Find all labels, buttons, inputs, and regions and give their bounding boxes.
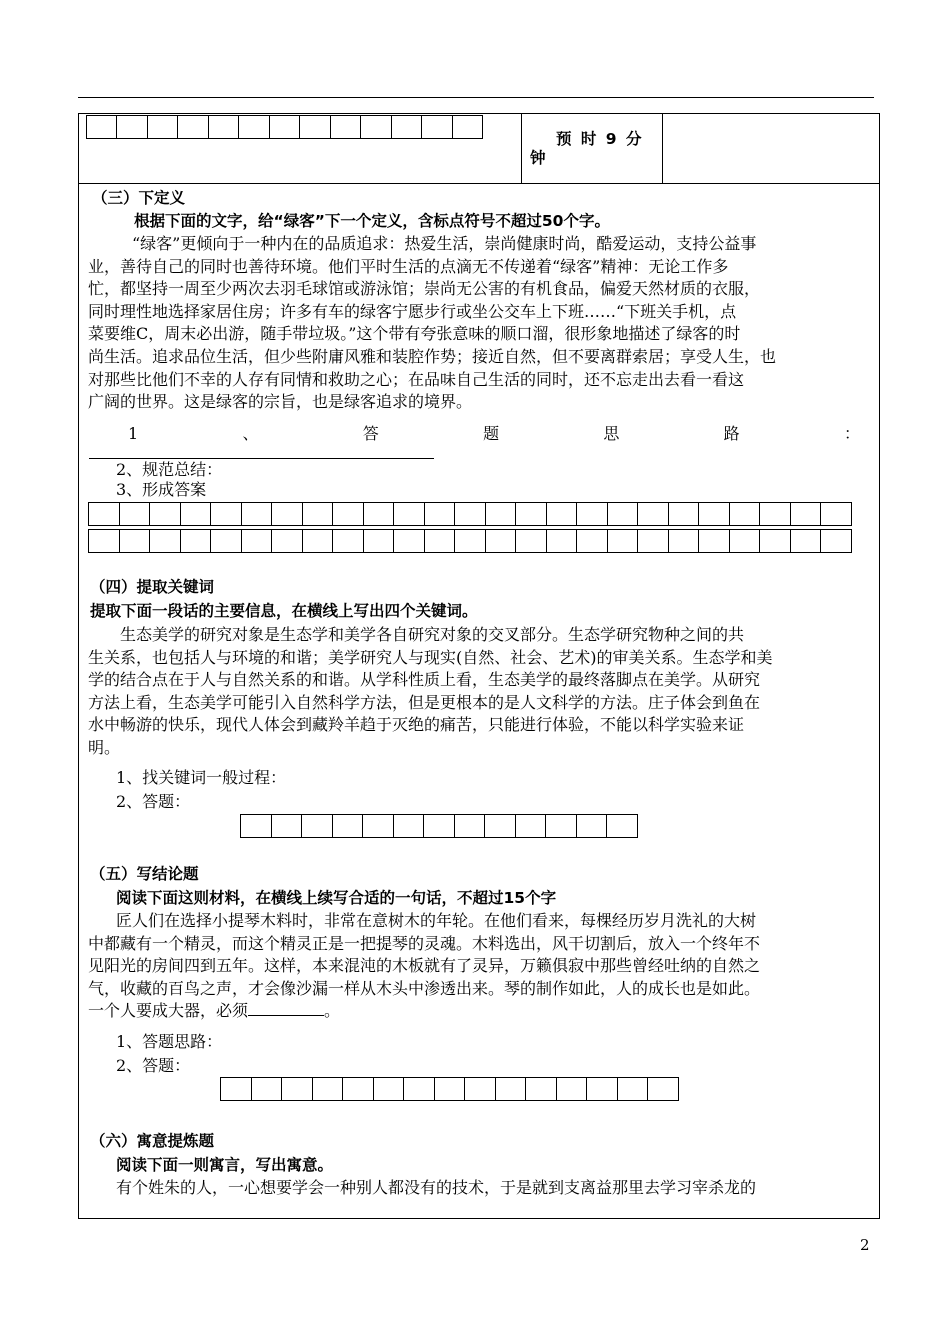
answer-cell[interactable] <box>486 529 516 553</box>
passage-line: 学的结合点在于人与自然关系的和谐。从学科性质上看，生态美学的最终落脚点在美学。从研究 <box>88 670 761 690</box>
answer-cell[interactable] <box>821 529 852 553</box>
answer-cell[interactable] <box>333 814 363 838</box>
answer-cell[interactable] <box>117 115 148 139</box>
answer-cell[interactable] <box>486 502 516 526</box>
answer-cell[interactable] <box>303 502 333 526</box>
answer-cell[interactable] <box>252 1077 282 1101</box>
section-5-heading: （五）写结论题 <box>90 865 199 883</box>
answer-cell[interactable] <box>496 1077 526 1101</box>
answer-cell[interactable] <box>669 502 699 526</box>
section-6-heading: （六）寓意提炼题 <box>90 1132 215 1150</box>
answer-cell[interactable] <box>557 1077 587 1101</box>
answer-cell[interactable] <box>760 502 791 526</box>
answer-cell[interactable] <box>211 529 242 553</box>
conclusion-approach-label: 1、答题思路： <box>116 1032 223 1051</box>
answer-cell[interactable] <box>577 502 608 526</box>
header-answer-grid[interactable] <box>86 115 483 139</box>
section-4-passage <box>88 624 773 760</box>
answer-cell[interactable] <box>455 529 486 553</box>
passage-line-with-blank: 一个人要成大器，必须 。 <box>88 1001 341 1021</box>
answer-cell[interactable] <box>148 115 178 139</box>
passage-line: 忙，都坚持一周至少两次去羽毛球馆或游泳馆；崇尚无公害的有机食品，偏爱天然材质的衣服， <box>88 279 761 299</box>
answer-approach-label: 1 、 答 题 思 路 ： <box>128 424 860 443</box>
answer-cell[interactable] <box>638 502 669 526</box>
answer-cell[interactable] <box>239 115 270 139</box>
passage-line: 同时理性地选择家居住房；许多有车的绿客宁愿步行或坐公交车上下班……“下班关手机，点 <box>88 301 737 321</box>
answer-cell[interactable] <box>364 529 394 553</box>
answer-cell[interactable] <box>425 502 455 526</box>
answer-cell[interactable] <box>272 529 303 553</box>
answer-cell[interactable] <box>343 1077 374 1101</box>
answer-cell[interactable] <box>87 115 117 139</box>
answer-cell[interactable] <box>791 529 821 553</box>
answer-cell[interactable] <box>618 1077 648 1101</box>
answer-cell[interactable] <box>730 529 760 553</box>
answer-cell[interactable] <box>150 529 181 553</box>
passage-line: 见阳光的房间四到五年。这样，本来混沌的木板就有了灵异，万籁俱寂中那些曾经吐纳的自然之 <box>88 956 761 976</box>
answer-cell[interactable] <box>242 502 272 526</box>
answer-cell[interactable] <box>638 529 669 553</box>
answer-cell[interactable] <box>89 529 120 553</box>
passage-line: 对那些比他们不幸的人存有同情和救助之心；在品味自己生活的同时，还不忘走出去看一看这 <box>88 369 745 389</box>
conclusion-blank[interactable] <box>248 1000 324 1016</box>
answer-cell[interactable] <box>547 502 577 526</box>
answer-cell[interactable] <box>363 814 394 838</box>
answer-cell[interactable] <box>546 814 577 838</box>
form-answer-label: 3、形成答案 <box>116 480 207 499</box>
answer-cell[interactable] <box>394 502 425 526</box>
conclusion-answer-grid[interactable] <box>220 1077 679 1101</box>
answer-cell[interactable] <box>424 814 455 838</box>
answer-cell[interactable] <box>333 502 364 526</box>
answer-cell[interactable] <box>209 115 239 139</box>
passage-line: 水中畅游的快乐，现代人体会到藏羚羊趋于灭绝的痛苦，只能进行体验，不能以科学实验来证 <box>88 715 745 735</box>
answer-cell[interactable] <box>303 529 333 553</box>
passage-line: 生态美学的研究对象是生态学和美学各自研究对象的交叉部分。生态学研究物种之间的共 <box>120 625 745 644</box>
passage-line: 气，收藏的百鸟之声，才会像沙漏一样从木头中渗透出来。琴的制作如此，人的成长也是如此。 <box>88 978 761 998</box>
section-6-passage <box>88 1177 756 1200</box>
answer-cell[interactable] <box>526 1077 557 1101</box>
section-3-passage <box>88 233 776 414</box>
passage-line: 菜要维C，周末必出游，随手带垃圾。”这个带有夸张意味的顺口溜，很形象地描述了绿客的时 <box>88 324 741 344</box>
answer-cell[interactable] <box>516 529 547 553</box>
answer-cell[interactable] <box>150 502 181 526</box>
answer-cell[interactable] <box>730 502 760 526</box>
section-3-instruction: 根据下面的文字，给“绿客”下一个定义，含标点符号不超过50个字。 <box>134 212 610 230</box>
answer-cell[interactable] <box>270 115 300 139</box>
passage-line: 明。 <box>88 737 121 757</box>
answer-cell[interactable] <box>89 502 120 526</box>
answer-cell[interactable] <box>333 529 364 553</box>
answer-cell[interactable] <box>331 115 361 139</box>
answer-cell[interactable] <box>760 529 791 553</box>
answer-cell[interactable] <box>516 502 547 526</box>
summary-label: 2、规范总结： <box>116 460 223 479</box>
conclusion-answer-label: 2、答题： <box>116 1056 191 1075</box>
passage-line: 尚生活。追求品位生活，但少些附庸风雅和装腔作势；接近自然，但不要离群索居；享受人生，也 <box>88 346 777 366</box>
answer-cell[interactable] <box>608 502 638 526</box>
passage-line: 中都藏有一个精灵，而这个精灵正是一把提琴的灵魂。木料选出，风干切割后，放入一个终年不 <box>88 933 761 953</box>
answer-cell[interactable] <box>242 529 272 553</box>
answer-cell[interactable] <box>699 529 730 553</box>
answer-cell[interactable] <box>455 502 486 526</box>
answer-cell[interactable] <box>577 814 607 838</box>
answer-cell[interactable] <box>211 502 242 526</box>
answer-cell[interactable] <box>313 1077 343 1101</box>
answer-cell[interactable] <box>272 502 303 526</box>
answer-cell[interactable] <box>364 502 394 526</box>
time-label: 预 时 9 分 <box>556 130 644 148</box>
section-4-heading: （四）提取关键词 <box>90 578 215 596</box>
answer-cell[interactable] <box>272 814 302 838</box>
header-col-divider-2 <box>662 113 663 183</box>
answer-cell[interactable] <box>300 115 331 139</box>
answer-cell[interactable] <box>425 529 455 553</box>
answer-cell[interactable] <box>435 1077 465 1101</box>
answer-cell[interactable] <box>607 814 638 838</box>
answer-cell[interactable] <box>587 1077 618 1101</box>
keyword-process-label: 1、找关键词一般过程： <box>116 768 287 787</box>
answer-cell[interactable] <box>221 1077 252 1101</box>
answer-cell[interactable] <box>791 502 821 526</box>
passage-line: 匠人们在选择小提琴木料时，非常在意树木的年轮。在他们看来，每棵经历岁月洗礼的大树 <box>116 911 757 930</box>
section-5-passage <box>88 910 760 1023</box>
section-5-instruction: 阅读下面这则材料，在横线上续写合适的一句话，不超过15个字 <box>116 889 557 907</box>
answer-cell[interactable] <box>282 1077 313 1101</box>
header-col-divider-1 <box>521 113 522 183</box>
answer-cell[interactable] <box>374 1077 404 1101</box>
answer-cell[interactable] <box>302 814 333 838</box>
passage-line: 方法上看，生态美学可能引入自然科学方法，但是更根本的是人文科学的方法。庄子体会到鱼在 <box>88 692 761 712</box>
answer-cell[interactable] <box>648 1077 679 1101</box>
answer-cell[interactable] <box>422 115 453 139</box>
answer-cell[interactable] <box>361 115 392 139</box>
time-label-cont: 钟 <box>530 149 546 167</box>
answer-cell[interactable] <box>241 814 272 838</box>
passage-line: “绿客”更倾向于一种内在的品质追求：热爱生活，崇尚健康时尚，酷爱运动，支持公益事 <box>132 234 757 253</box>
answer-cell[interactable] <box>394 814 424 838</box>
answer-cell[interactable] <box>516 814 546 838</box>
keyword-answer-label: 2、答题： <box>116 792 191 811</box>
answer-cell[interactable] <box>608 529 638 553</box>
definition-answer-grid-row-2[interactable] <box>88 529 852 553</box>
answer-cell[interactable] <box>394 529 425 553</box>
header-row-divider <box>78 183 880 184</box>
passage-line: 生关系，也包括人与环境的和谐；美学研究人与现实(自然、社会、艺术)的审美关系。生态学和美 <box>88 647 773 667</box>
answer-cell[interactable] <box>455 814 485 838</box>
definition-answer-grid-row-1[interactable] <box>88 502 852 526</box>
answer-cell[interactable] <box>577 529 608 553</box>
passage-line: 有个姓朱的人，一心想要学会一种别人都没有的技术，于是就到支离益那里去学习宰杀龙的 <box>116 1178 757 1197</box>
passage-line: 广阔的世界。这是绿客的宗旨，也是绿客追求的境界。 <box>88 392 473 412</box>
answer-cell[interactable] <box>669 529 699 553</box>
answer-cell[interactable] <box>178 115 209 139</box>
answer-cell[interactable] <box>465 1077 496 1101</box>
answer-cell[interactable] <box>392 115 422 139</box>
answer-cell[interactable] <box>404 1077 435 1101</box>
header-rule <box>78 97 874 98</box>
answer-cell[interactable] <box>547 529 577 553</box>
keyword-answer-grid[interactable] <box>240 814 638 838</box>
page-number: 2 <box>860 1236 870 1254</box>
answer-cell[interactable] <box>120 529 150 553</box>
section-6-instruction: 阅读下面一则寓言，写出寓意。 <box>116 1156 334 1174</box>
section-3-heading: （三）下定义 <box>92 189 186 207</box>
section-4-instruction: 提取下面一段话的主要信息，在横线上写出四个关键词。 <box>90 602 478 620</box>
answer-cell[interactable] <box>181 502 211 526</box>
answer-cell[interactable] <box>821 502 852 526</box>
answer-cell[interactable] <box>181 529 211 553</box>
answer-cell[interactable] <box>120 502 150 526</box>
answer-cell[interactable] <box>485 814 516 838</box>
answer-cell[interactable] <box>699 502 730 526</box>
answer-cell[interactable] <box>453 115 483 139</box>
passage-line: 业，善待自己的同时也善待环境。他们平时生活的点滴无不传递着“绿客”精神：无论工作多 <box>88 256 729 276</box>
